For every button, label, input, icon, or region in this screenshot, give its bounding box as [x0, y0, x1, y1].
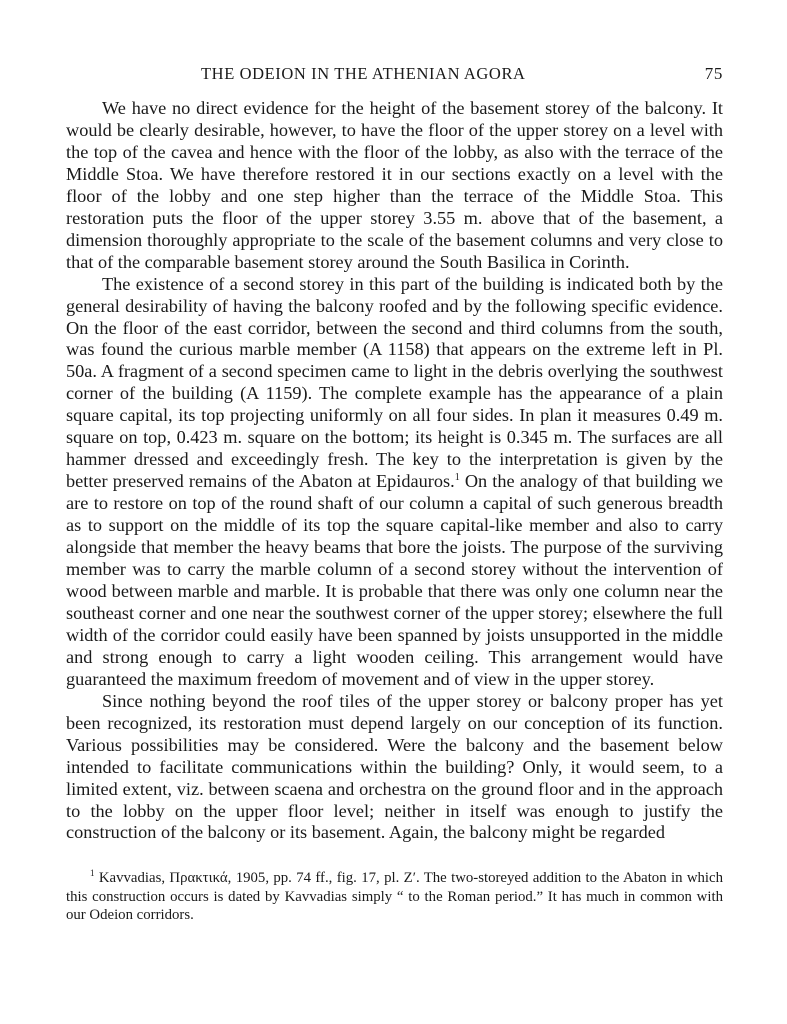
running-head [66, 60, 723, 86]
body-text [66, 98, 723, 844]
page-number: 75 [704, 64, 723, 83]
paragraph-1: We have no direct evidence for the height of the basement storey of the balcony. It would be clearly desirable, however, to have the floor of the upper storey on a level with the top of the cavea and hence with the floor of the lobby, as also with the terrace of the Middle Stoa. We have therefore restored it in our sections exactly on a level with the floor of the lobby and one step higher than the terrace of the Middle Stoa. This restoration puts the floor of the upper storey 3.55 m. above that of the basement, a dimension thoroughly appropriate to the scale of the basement columns and very close to that of the comparable basement storey around the South Basilica in Corinth. [66, 98, 723, 272]
running-title: THE ODEION IN THE ATHENIAN AGORA [201, 64, 526, 83]
paragraph-2-text-b: On the analogy of that building we are to restore on top of the round shaft of our column a capital of such generous breadth as to support on the middle of its top the square capital-like member and also to carry alongside that member the heavy beams that bore the joists. The purpose of the surviving member was to carry the marble column of a second storey without the intervention of wood between marble and marble. It is probable that there was only one column near the southeast corner and one near the southwest corner of the upper storey; elsewhere the full width of the corridor could easily have been spanned by joists unsupported in the middle and strong enough to carry a light wooden ceiling. This arrangement would have guaranteed the maximum freedom of movement and of view in the upper storey. [66, 471, 724, 689]
paragraph-2-text-a: The existence of a second storey in this part of the building is indicated both by the general desirability of having the balcony roofed and by the following specific evidence. On the floor of the east corridor, between the second and third columns from the south, was found the curious marble member (A 1158) that appears on the extreme left in Pl. 50a. A fragment of a second specimen came to light in the debris overlying the southwest corner of the building (A 1159). The complete example has the appearance of a plain square capital, its top projecting uniformly on all four sides. In plan it measures 0.49 m. square on top, 0.423 m. square on the bottom; its height is 0.345 m. The surfaces are all hammer dressed and exceedingly fresh. The key to the interpretation is given by the better preserved remains of the Abaton at Epidauros. [66, 273, 723, 492]
paragraph-2 [66, 274, 723, 691]
footnote-1 [66, 869, 723, 925]
paragraph-3: Since nothing beyond the roof tiles of the upper storey or balcony proper has yet been recognized, its restoration must depend largely on our conception of its function. Various possibilities may be considered. Were the balcony and the basement below intended to facilitate communications within the building? Only, it would seem, to a limited extent, viz. between scaena and orchestra on the ground floor and in the approach to the lobby on the upper floor level; neither in itself was enough to justify the construction of the balcony or its basement. Again, the balcony might be regarded [66, 690, 723, 843]
book-page [66, 60, 723, 925]
footnote [66, 869, 723, 925]
footnote-text: Kavvadias, Πρακτικά, 1905, pp. 74 ff., fig. 17, pl. Z′. The two-storeyed addition to the Abaton in which this construction occurs is dated by Kavvadias simply “ to the Roman period.” It has much in common with our Odeion corridors. [66, 870, 723, 924]
footnote-reference[interactable]: 1 [454, 472, 460, 484]
footnote-number: 1 [90, 868, 95, 879]
